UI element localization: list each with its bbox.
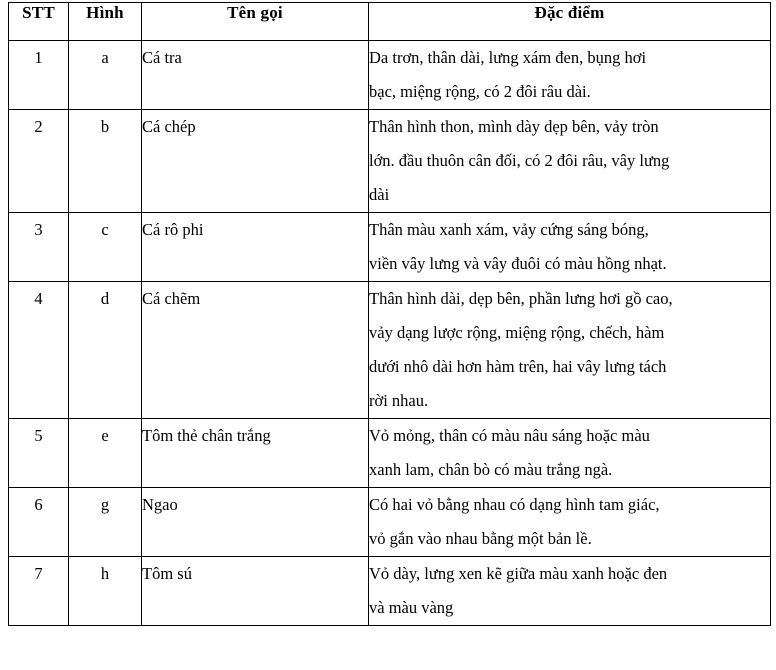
desc-line: rời nhau. — [369, 391, 429, 410]
table-row — [9, 488, 771, 557]
desc-line: dài — [369, 185, 390, 204]
table-row — [9, 41, 771, 110]
cell-stt: 3 — [9, 213, 69, 282]
cell-ten-goi: Cá chép — [142, 110, 369, 213]
cell-ten-goi: Ngao — [142, 488, 369, 557]
species-table — [8, 2, 771, 626]
table-header-row — [9, 3, 771, 41]
cell-dac-diem — [369, 110, 771, 213]
cell-hinh: d — [69, 282, 142, 419]
table-row — [9, 213, 771, 282]
desc-line: vỏ gắn vào nhau bằng một bản lề. — [369, 529, 592, 548]
desc-line: Da trơn, thân dài, lưng xám đen, bụng hơi — [369, 48, 647, 67]
cell-dac-diem — [369, 41, 771, 110]
desc-line: Thân hình dài, dẹp bên, phần lưng hơi gồ cao, — [369, 289, 673, 308]
cell-ten-goi: Cá tra — [142, 41, 369, 110]
table-row — [9, 419, 771, 488]
cell-stt: 1 — [9, 41, 69, 110]
table-row — [9, 282, 771, 419]
desc-line: xanh lam, chân bò có màu trắng ngà. — [369, 460, 613, 479]
table-row — [9, 557, 771, 626]
table-row — [9, 110, 771, 213]
column-header-stt: STT — [9, 3, 69, 41]
cell-ten-goi: Cá chẽm — [142, 282, 369, 419]
cell-hinh: g — [69, 488, 142, 557]
cell-stt: 2 — [9, 110, 69, 213]
cell-dac-diem — [369, 282, 771, 419]
cell-ten-goi: Tôm sú — [142, 557, 369, 626]
desc-line: viền vây lưng và vây đuôi có màu hồng nhạt. — [369, 254, 667, 273]
cell-dac-diem — [369, 488, 771, 557]
desc-line: và màu vàng — [369, 598, 454, 617]
desc-line: Vỏ dày, lưng xen kẽ giữa màu xanh hoặc đen — [369, 564, 668, 583]
cell-stt: 6 — [9, 488, 69, 557]
cell-hinh: b — [69, 110, 142, 213]
cell-hinh: h — [69, 557, 142, 626]
cell-stt: 4 — [9, 282, 69, 419]
cell-hinh: a — [69, 41, 142, 110]
table-body — [9, 41, 771, 626]
cell-hinh: e — [69, 419, 142, 488]
cell-ten-goi: Cá rô phi — [142, 213, 369, 282]
column-header-ten-goi: Tên gọi — [142, 3, 369, 41]
cell-stt: 5 — [9, 419, 69, 488]
cell-stt: 7 — [9, 557, 69, 626]
desc-line: vảy dạng lược rộng, miệng rộng, chếch, hàm — [369, 323, 665, 342]
desc-line: bạc, miệng rộng, có 2 đôi râu dài. — [369, 82, 591, 101]
column-header-hinh: Hình — [69, 3, 142, 41]
desc-line: Vỏ mỏng, thân có màu nâu sáng hoặc màu — [369, 426, 650, 445]
table-header — [9, 3, 771, 41]
cell-dac-diem — [369, 213, 771, 282]
desc-line: Thân hình thon, mình dày dẹp bên, vảy tròn — [369, 117, 659, 136]
desc-line: Thân màu xanh xám, vảy cứng sáng bóng, — [369, 220, 649, 239]
cell-dac-diem — [369, 557, 771, 626]
desc-line: Có hai vỏ bằng nhau có dạng hình tam giác, — [369, 495, 660, 514]
desc-line: lớn. đầu thuôn cân đối, có 2 đôi râu, vây lưng — [369, 151, 670, 170]
column-header-dac-diem: Đặc điểm — [369, 3, 771, 41]
cell-hinh: c — [69, 213, 142, 282]
cell-dac-diem — [369, 419, 771, 488]
cell-ten-goi: Tôm thẻ chân trắng — [142, 419, 369, 488]
desc-line: dưới nhô dài hơn hàm trên, hai vây lưng tách — [369, 357, 667, 376]
